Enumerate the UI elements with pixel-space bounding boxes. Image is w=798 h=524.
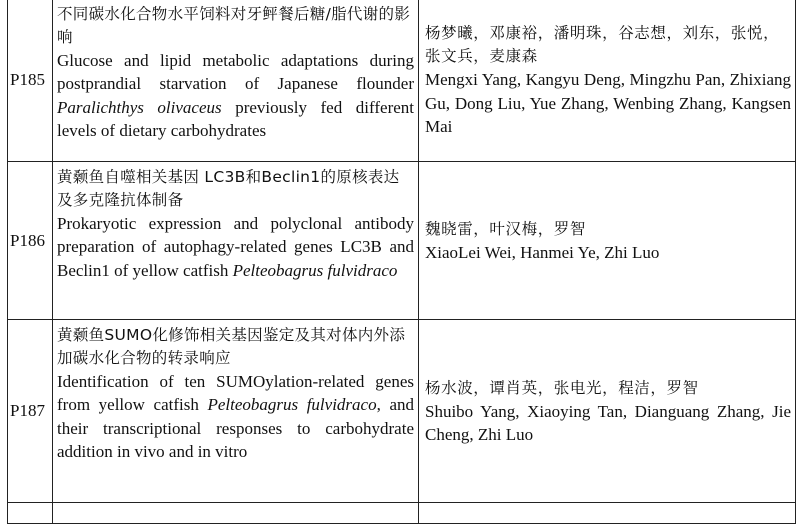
authors-english: XiaoLei Wei, Hanmei Ye, Zhi Luo xyxy=(425,242,660,262)
title-cell xyxy=(53,0,419,162)
authors-english: Shuibo Yang, Xiaoying Tan, Dianguang Zhang, Jie Cheng, Zhi Luo xyxy=(425,401,791,444)
authors-chinese: 魏晓雷，叶汉梅，罗智 xyxy=(425,219,587,238)
authors-cell xyxy=(419,320,796,503)
authors-cell xyxy=(419,162,796,320)
title-english-part: Prokaryotic expression and polyclonal antibody preparation of autophagy-related genes LC3B and Beclin1 of yellow catfish xyxy=(57,214,414,280)
authors-chinese: 杨梦曦，邓康裕，潘明珠，谷志想，刘东，张悦，张文兵，麦康森 xyxy=(425,24,780,66)
empty-cell xyxy=(8,503,53,524)
table-row xyxy=(8,320,796,503)
title-cell xyxy=(53,162,419,320)
species-name: Pelteobagrus fulvidraco xyxy=(207,395,377,415)
title-chinese: 黄颡鱼SUMO化修饰相关基因鉴定及其对体内外添加碳水化合物的转录响应 xyxy=(57,326,406,367)
paper-id: P185 xyxy=(8,0,53,162)
table-row xyxy=(8,162,796,320)
authors-cell xyxy=(419,0,796,162)
title-chinese: 黄颡鱼自噬相关基因 LC3B和Beclin1的原核表达及多克隆抗体制备 xyxy=(57,168,400,209)
title-english xyxy=(57,370,414,464)
paper-id: P186 xyxy=(8,162,53,320)
species-name: Paralichthys olivaceus xyxy=(57,97,222,117)
title-english-part: Glucose and lipid metabolic adaptations during postprandial starvation of Japanese flounder xyxy=(57,51,414,94)
program-table xyxy=(7,0,796,524)
species-name: Pelteobagrus fulvidraco xyxy=(232,260,398,280)
title-english-part: , and their transcriptional responses to carbohydrate addition in vivo and in vitro xyxy=(57,395,414,462)
title-english xyxy=(57,212,414,282)
table-row xyxy=(8,0,796,162)
title-english-part: Identification of ten SUMOylation-related genes from yellow catfish xyxy=(57,372,414,415)
title-cell xyxy=(53,320,419,503)
title-english-part: previously fed different levels of dietary carbohydrates xyxy=(57,97,414,141)
paper-id: P187 xyxy=(8,320,53,503)
authors-english: Mengxi Yang, Kangyu Deng, Mingzhu Pan, Zhixiang Gu, Dong Liu, Yue Zhang, Wenbing Zhang, Kangsen Mai xyxy=(425,70,791,137)
empty-cell xyxy=(419,503,796,524)
table-row xyxy=(8,503,796,524)
authors-chinese: 杨水波，谭肖英，张电光，程洁，罗智 xyxy=(425,378,699,397)
empty-cell xyxy=(53,503,419,524)
title-chinese: 不同碳水化合物水平饲料对牙鲆餐后糖/脂代谢的影响 xyxy=(57,5,411,46)
title-english xyxy=(57,49,414,143)
